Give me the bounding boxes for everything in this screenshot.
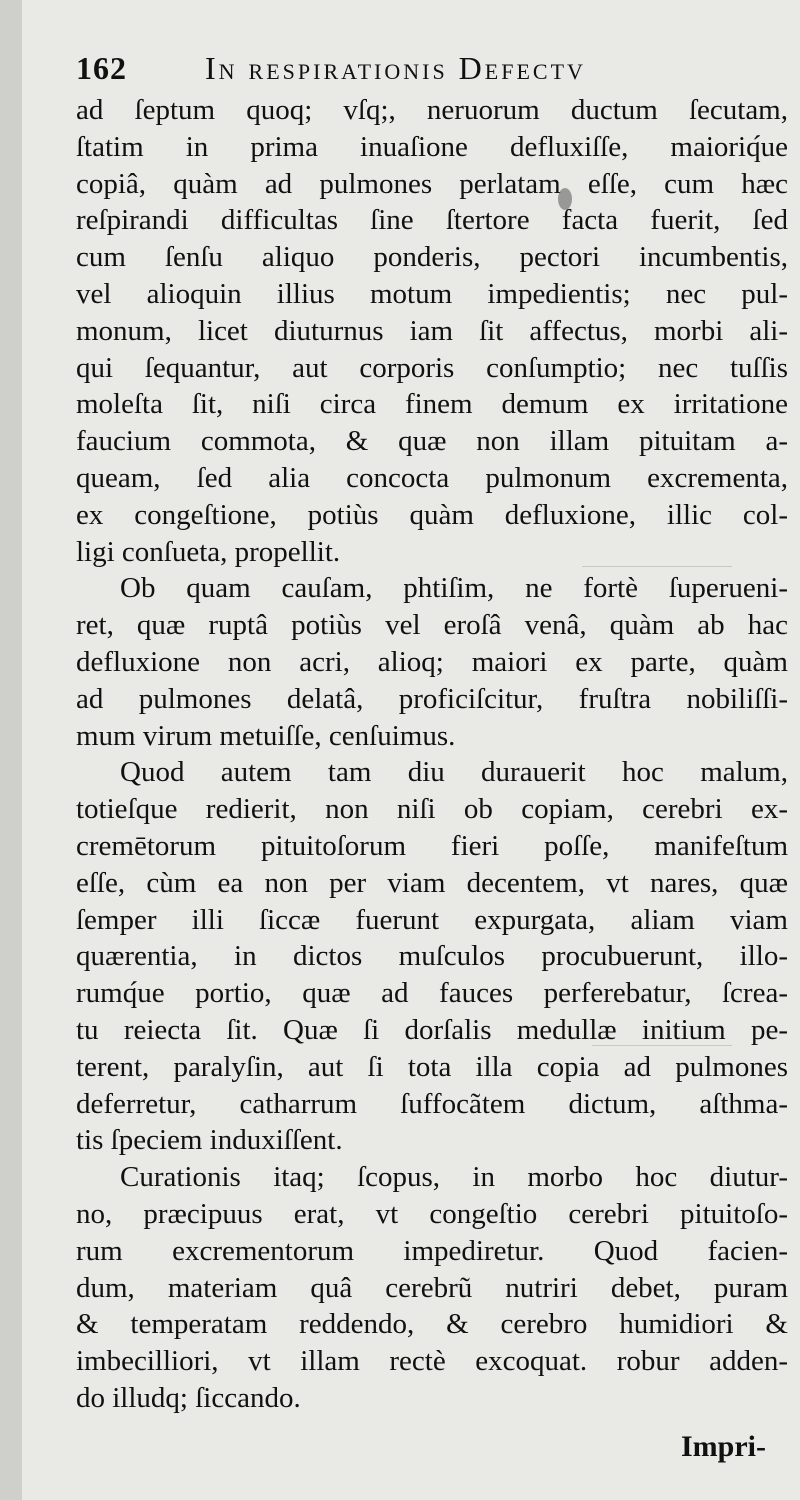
page-number: 162 [76,50,127,86]
text-line: totieſque redierit, non niſi ob copiam, cerebri ex- [76,793,788,826]
text-line: cremētorum pituitoſorum fieri poſſe, manifeſtum [76,829,788,862]
text-line: reſpirandi difficultas ſine ſtertore facta fuerit, ſed [76,204,788,237]
text-line: no, præcipuus erat, vt congeſtio cerebri pituitoſo- [76,1197,788,1230]
text-line: ex congeſtione, potiùs quàm defluxione, illic col- [76,498,788,531]
text-line: ret, quæ ruptâ potiùs vel eroſâ venâ, quàm ab hac [76,609,788,642]
text-line: dum, materiam quâ cerebrũ nutriri debet, puram [76,1271,788,1304]
text-line: Quod autem tam diu durauerit hoc malum, [120,756,788,789]
text-line: ſtatim in prima inuaſione defluxiſſe, maioriq́ue [76,130,788,163]
text-line: & temperatam reddendo, & cerebro humidiori & [76,1308,788,1341]
text-line: moleſta ſit, niſi circa finem demum ex irritatione [76,388,788,421]
text-line: Curationis itaq; ſcopus, in morbo hoc diutur- [120,1161,788,1194]
text-line: Ob quam cauſam, phtiſim, ne fortè ſuperueni- [120,572,788,605]
text-line: faucium commota, & quæ non illam pituitam a- [76,425,788,458]
text-line: defluxione non acri, alioq; maiori ex parte, quàm [76,645,788,678]
text-line: mum virum metuiſſe, cenſuimus. [76,719,456,752]
text-line: quærentia, in dictos muſculos procubuerunt, illo- [76,940,788,973]
text-line: imbecilliori, vt illam rectè excoquat. robur adden- [76,1345,788,1378]
text-line: rum excrementorum impediretur. Quod facien- [76,1234,788,1267]
text-line: ad ſeptum quoq; vſq;, neruorum ductum ſecutam, [76,94,788,126]
catchword: Impri- [681,1430,766,1463]
text-line: do illudq; ſiccando. [76,1381,301,1414]
text-line: ad pulmones delatâ, proficiſcitur, fruſtra nobiliſſi- [76,682,788,715]
text-line: copiâ, quàm ad pulmones perlatam eſſe, cum hæc [76,167,788,200]
text-line: terent, paralyſin, aut ſi tota illa copia ad pulmones [76,1050,788,1083]
text-block [76,92,788,1417]
text-line: tis ſpeciem induxiſſent. [76,1124,343,1157]
text-line: tu reiecta ſit. Quæ ſi dorſalis medullæ initium pe- [76,1013,788,1046]
text-line: monum, licet diuturnus iam ſit affectus, morbi ali- [76,314,788,347]
page-header [76,50,766,90]
text-line: deferretur, catharrum ſuffocãtem dictum, aſthma- [76,1087,788,1120]
running-title: In respirationis Defectv [205,50,586,86]
text-line: eſſe, cùm ea non per viam decentem, vt nares, quæ [76,866,788,899]
text-line: queam, ſed alia concocta pulmonum excrementa, [76,461,788,494]
text-line: qui ſequantur, aut corporis conſumptio; nec tuſſis [76,351,788,384]
text-line: rumq́ue portio, quæ ad fauces perferebatur, ſcrea- [76,977,788,1010]
text-line: ſemper illi ſiccæ fuerunt expurgata, aliam viam [76,903,788,936]
text-line: vel alioquin illius motum impedientis; nec pul- [76,277,788,310]
text-line: cum ſenſu aliquo ponderis, pectori incumbentis, [76,241,788,274]
text-line: ligi conſueta, propellit. [76,535,341,568]
